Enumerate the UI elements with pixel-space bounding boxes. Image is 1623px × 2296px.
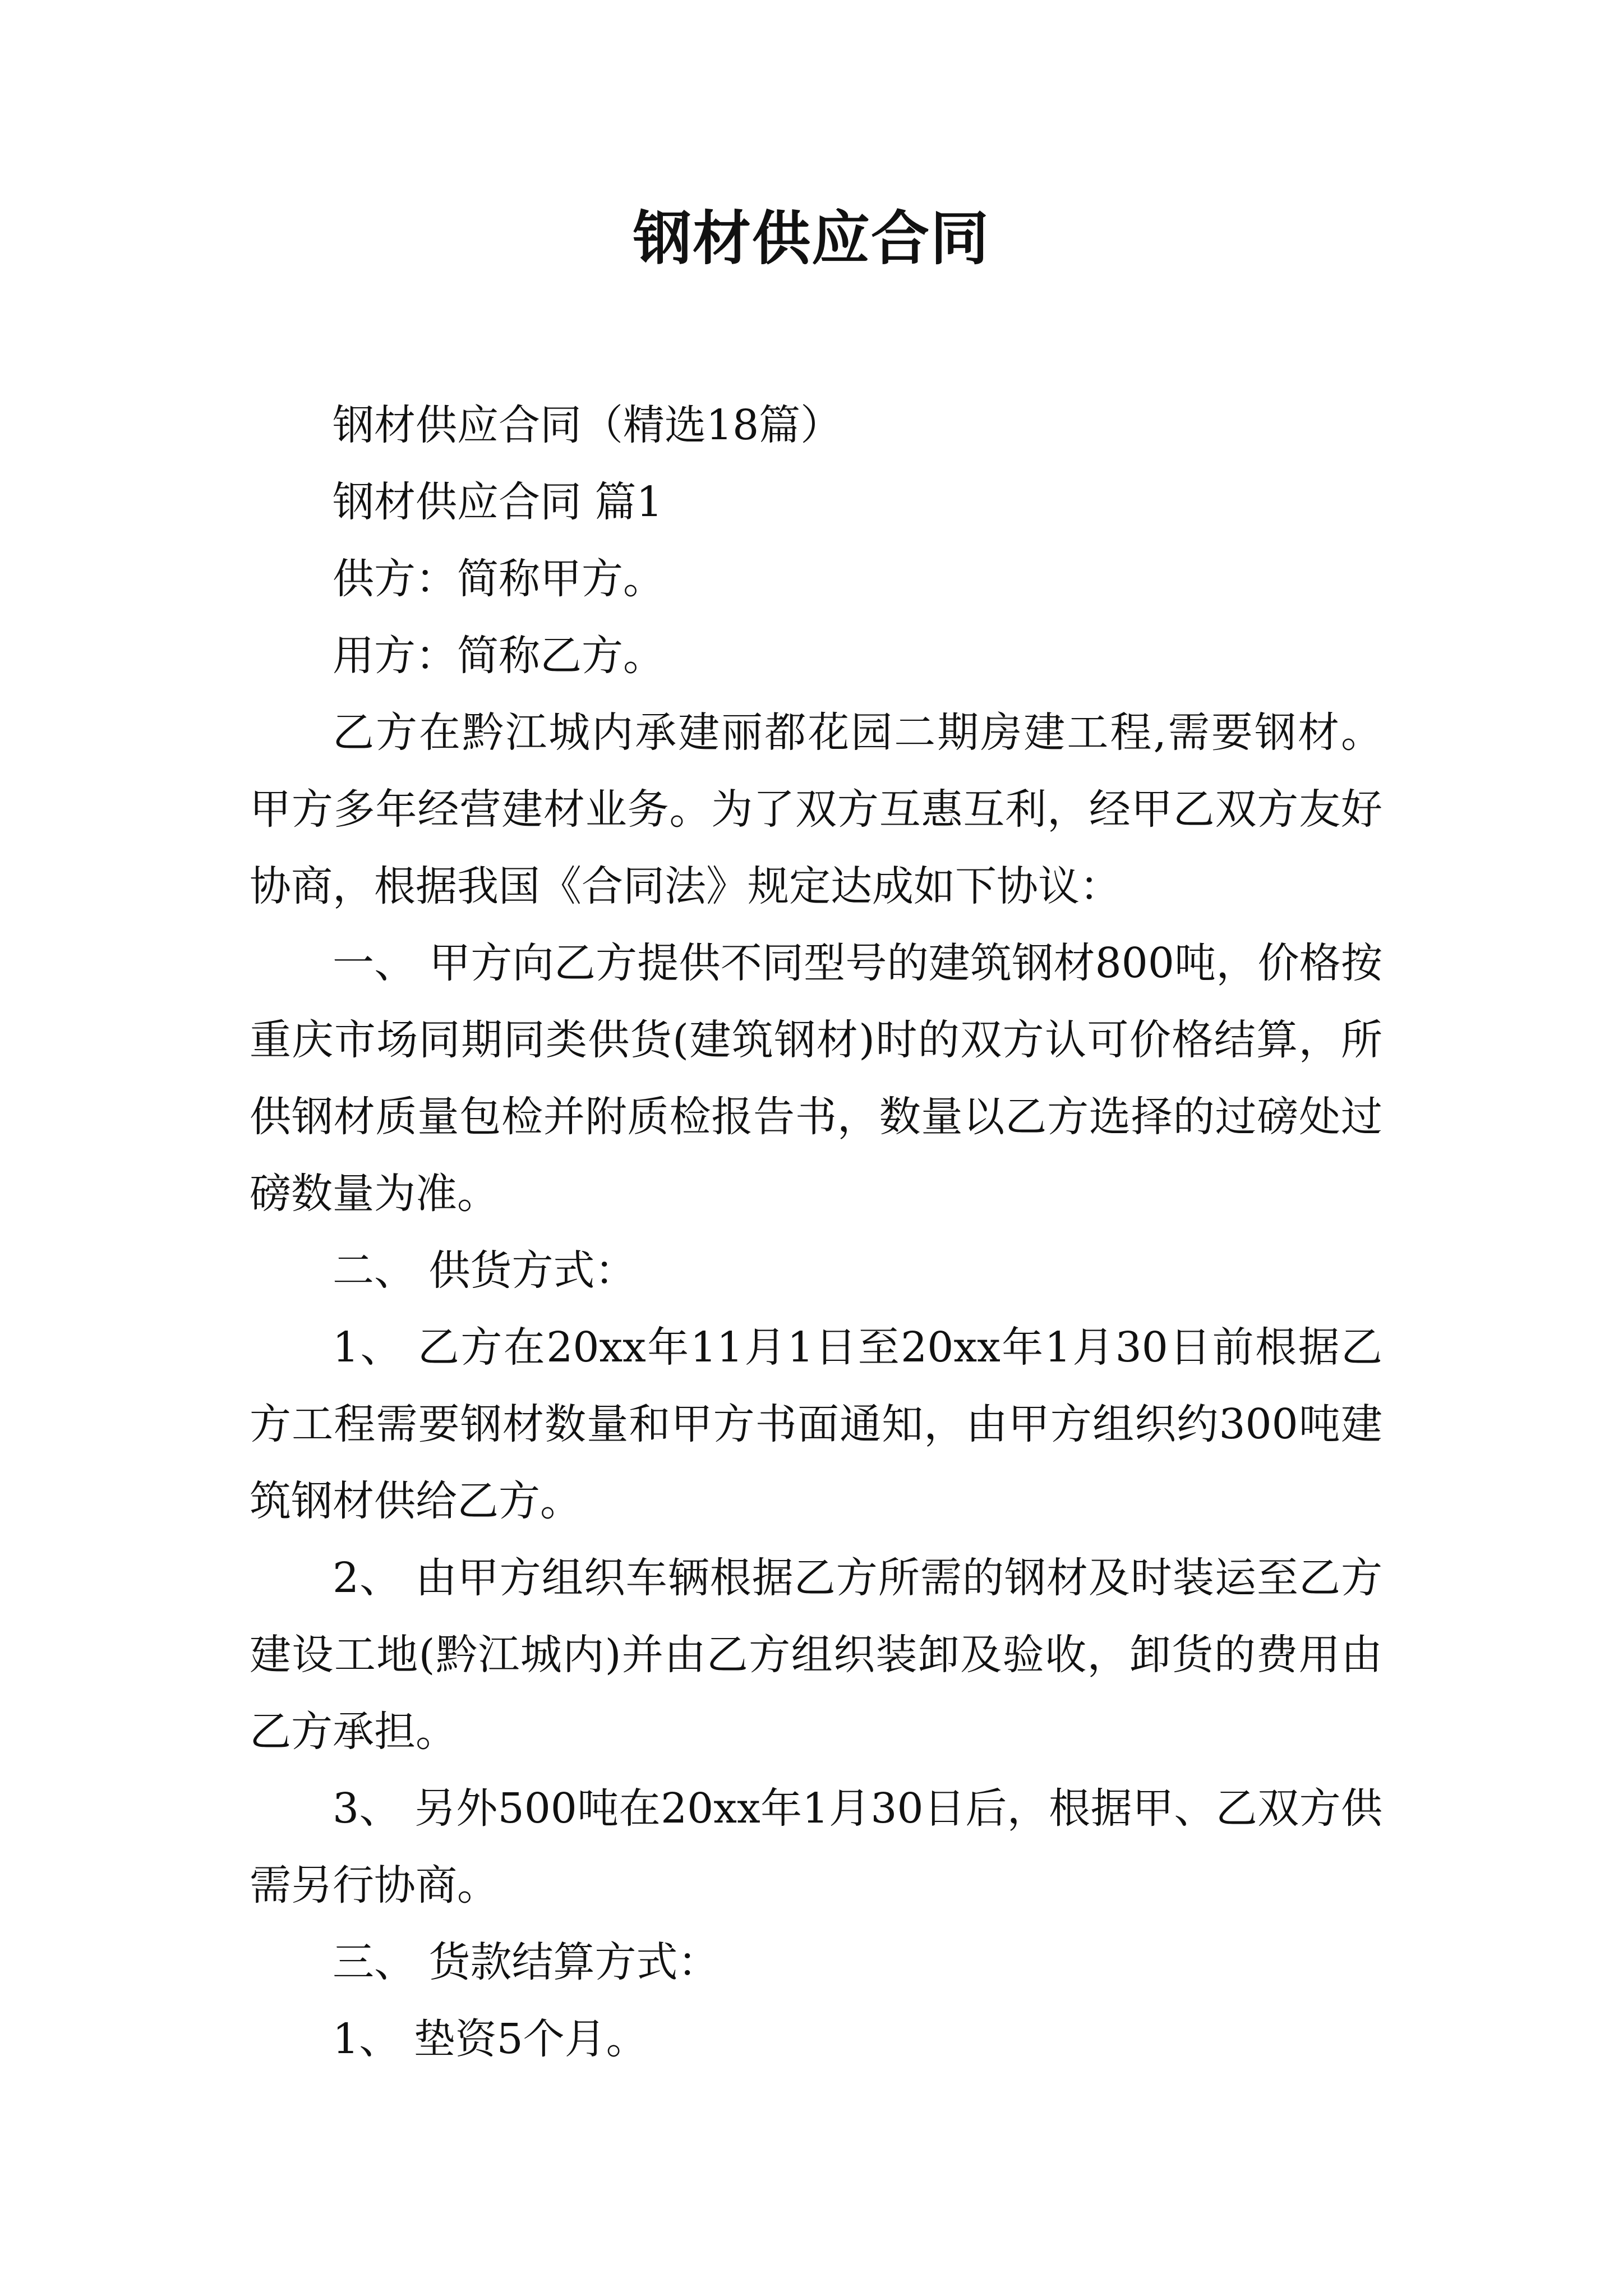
paragraph-section-heading: 钢材供应合同 篇1 — [333, 478, 663, 526]
paragraph-buyer: 用方：简称乙方。 — [333, 632, 665, 680]
document-title: 钢材供应合同 — [633, 204, 990, 273]
paragraph-supplier: 供方：简称甲方。 — [333, 555, 665, 603]
paragraph-clause-2-item-2: 2、 由甲方组织车辆根据乙方所需的钢材及时装运至乙方建设工地(黔江城内)并由乙方组织装卸及验收，卸货的费用由乙方承担。 — [250, 1554, 1382, 1756]
paragraph-clause-2-item-1: 1、 乙方在20xx年11月1日至20xx年1月30日前根据乙方工程需要钢材数量和甲方书面通知，由甲方组织约300吨建筑钢材供给乙方。 — [250, 1323, 1382, 1525]
paragraph-clause-1: 一、 甲方向乙方提供不同型号的建筑钢材800吨，价格按重庆市场同期同类供货(建筑钢材)时的双方认可价格结算，所供钢材质量包检并附质检报告书，数量以乙方选择的过磅处过磅数量为准。 — [250, 939, 1382, 1218]
paragraph-clause-3-item-1: 1、 垫资5个月。 — [333, 2015, 648, 2063]
paragraph-clause-2-heading: 二、 供货方式： — [333, 1246, 637, 1295]
paragraph-preamble: 乙方在黔江城内承建丽都花园二期房建工程,需要钢材。甲方多年经营建材业务。为了双方互惠互利，经甲乙双方友好协商，根据我国《合同法》规定达成如下协议： — [250, 708, 1382, 910]
paragraph-subtitle: 钢材供应合同（精选18篇） — [333, 401, 842, 449]
paragraph-clause-2-item-3: 3、 另外500吨在20xx年1月30日后，根据甲、乙双方供需另行协商。 — [250, 1784, 1382, 1910]
paragraph-clause-3-heading: 三、 货款结算方式： — [333, 1938, 720, 1986]
document-body — [250, 387, 1382, 2078]
